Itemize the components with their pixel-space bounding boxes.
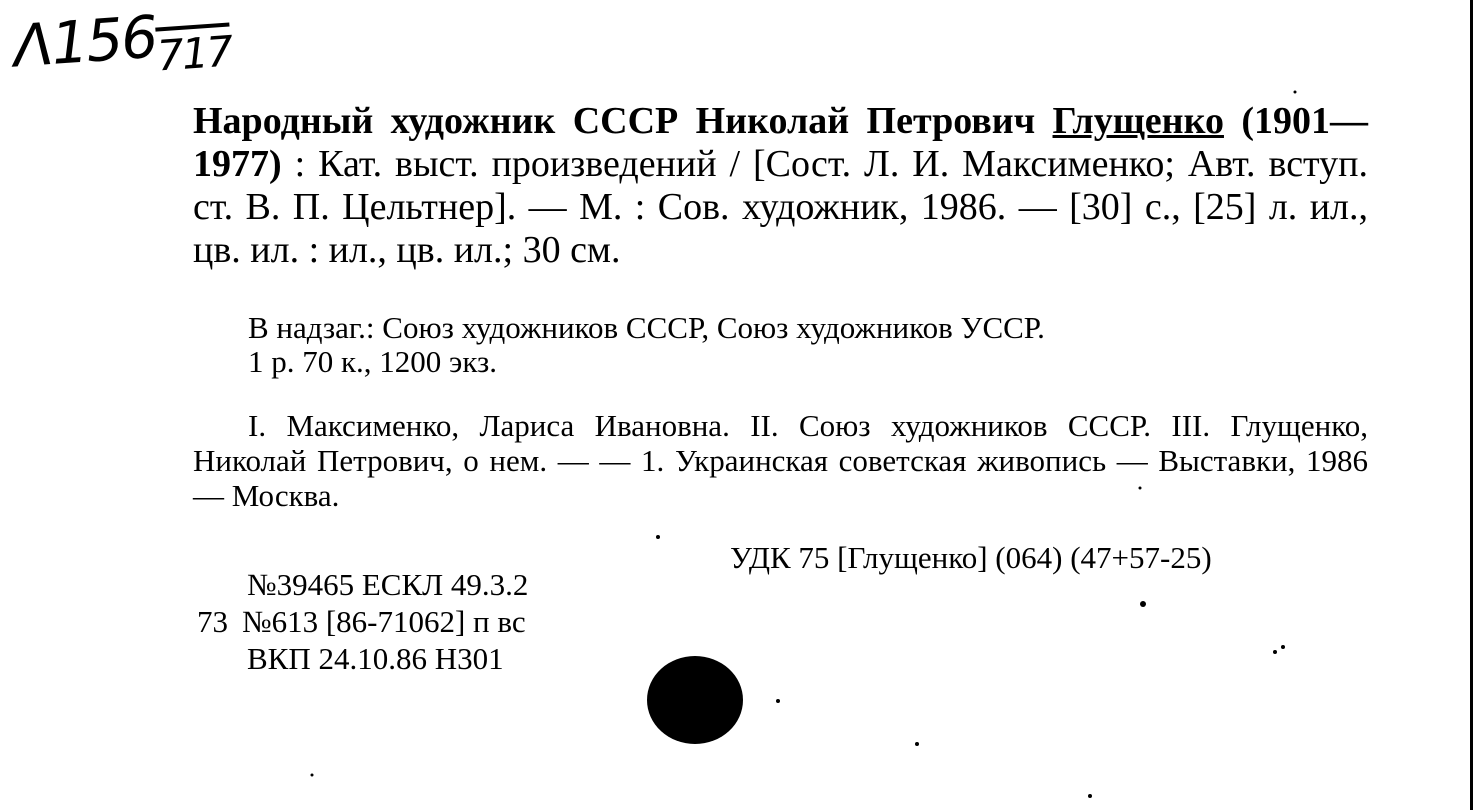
udk-code: УДК 75 [Глущенко] (064) (47+57-25) — [730, 540, 1212, 575]
code-line-2-text: №613 [86-71062] п вс — [242, 604, 526, 639]
speck — [915, 742, 919, 746]
entry-years: (1901—1977) — [193, 100, 1368, 185]
header-note: В надзаг.: Союз художников СССР, Союз художников УССР. — [248, 310, 1045, 345]
speck — [1273, 650, 1277, 654]
code-line-1: №39465 ЕСКЛ 49.3.2 — [247, 567, 529, 602]
speck — [1139, 487, 1142, 490]
speck — [311, 774, 314, 777]
entry-title: Народный художник СССР Николай Петрович — [193, 100, 1053, 142]
entry-body: : Кат. выст. произведений / [Сост. Л. И. Максименко; Авт. вступ. ст. В. П. Цельтнер]. — М. : Сов. художник, 1986. — [30] с., [25] л. ил., цв. ил. : ил., цв. ил.; 30 см. — [193, 143, 1368, 271]
shelfmark-sub: 717 — [155, 26, 233, 81]
code-line-2-number: 73 — [197, 604, 228, 639]
speck — [656, 535, 660, 539]
speck — [1088, 794, 1092, 798]
entry-surname: Глущенко — [1052, 100, 1224, 142]
speck — [1140, 601, 1146, 607]
subject-headings: I. Максименко, Лариса Ивановна. II. Союз художников СССР. III. Глущенко, Николай Петрович, о нем. — — 1. Украинская советская живопись — Выставки, 1986 — Москва. — [193, 408, 1368, 513]
price-print-run: 1 р. 70 к., 1200 экз. — [248, 344, 498, 379]
speck — [1294, 91, 1297, 94]
shelfmark-main: Λ156 — [11, 2, 159, 81]
scan-edge-line — [1470, 0, 1473, 810]
speck — [776, 699, 780, 703]
code-line-3: ВКП 24.10.86 Н301 — [247, 641, 504, 676]
speck — [1281, 645, 1285, 649]
